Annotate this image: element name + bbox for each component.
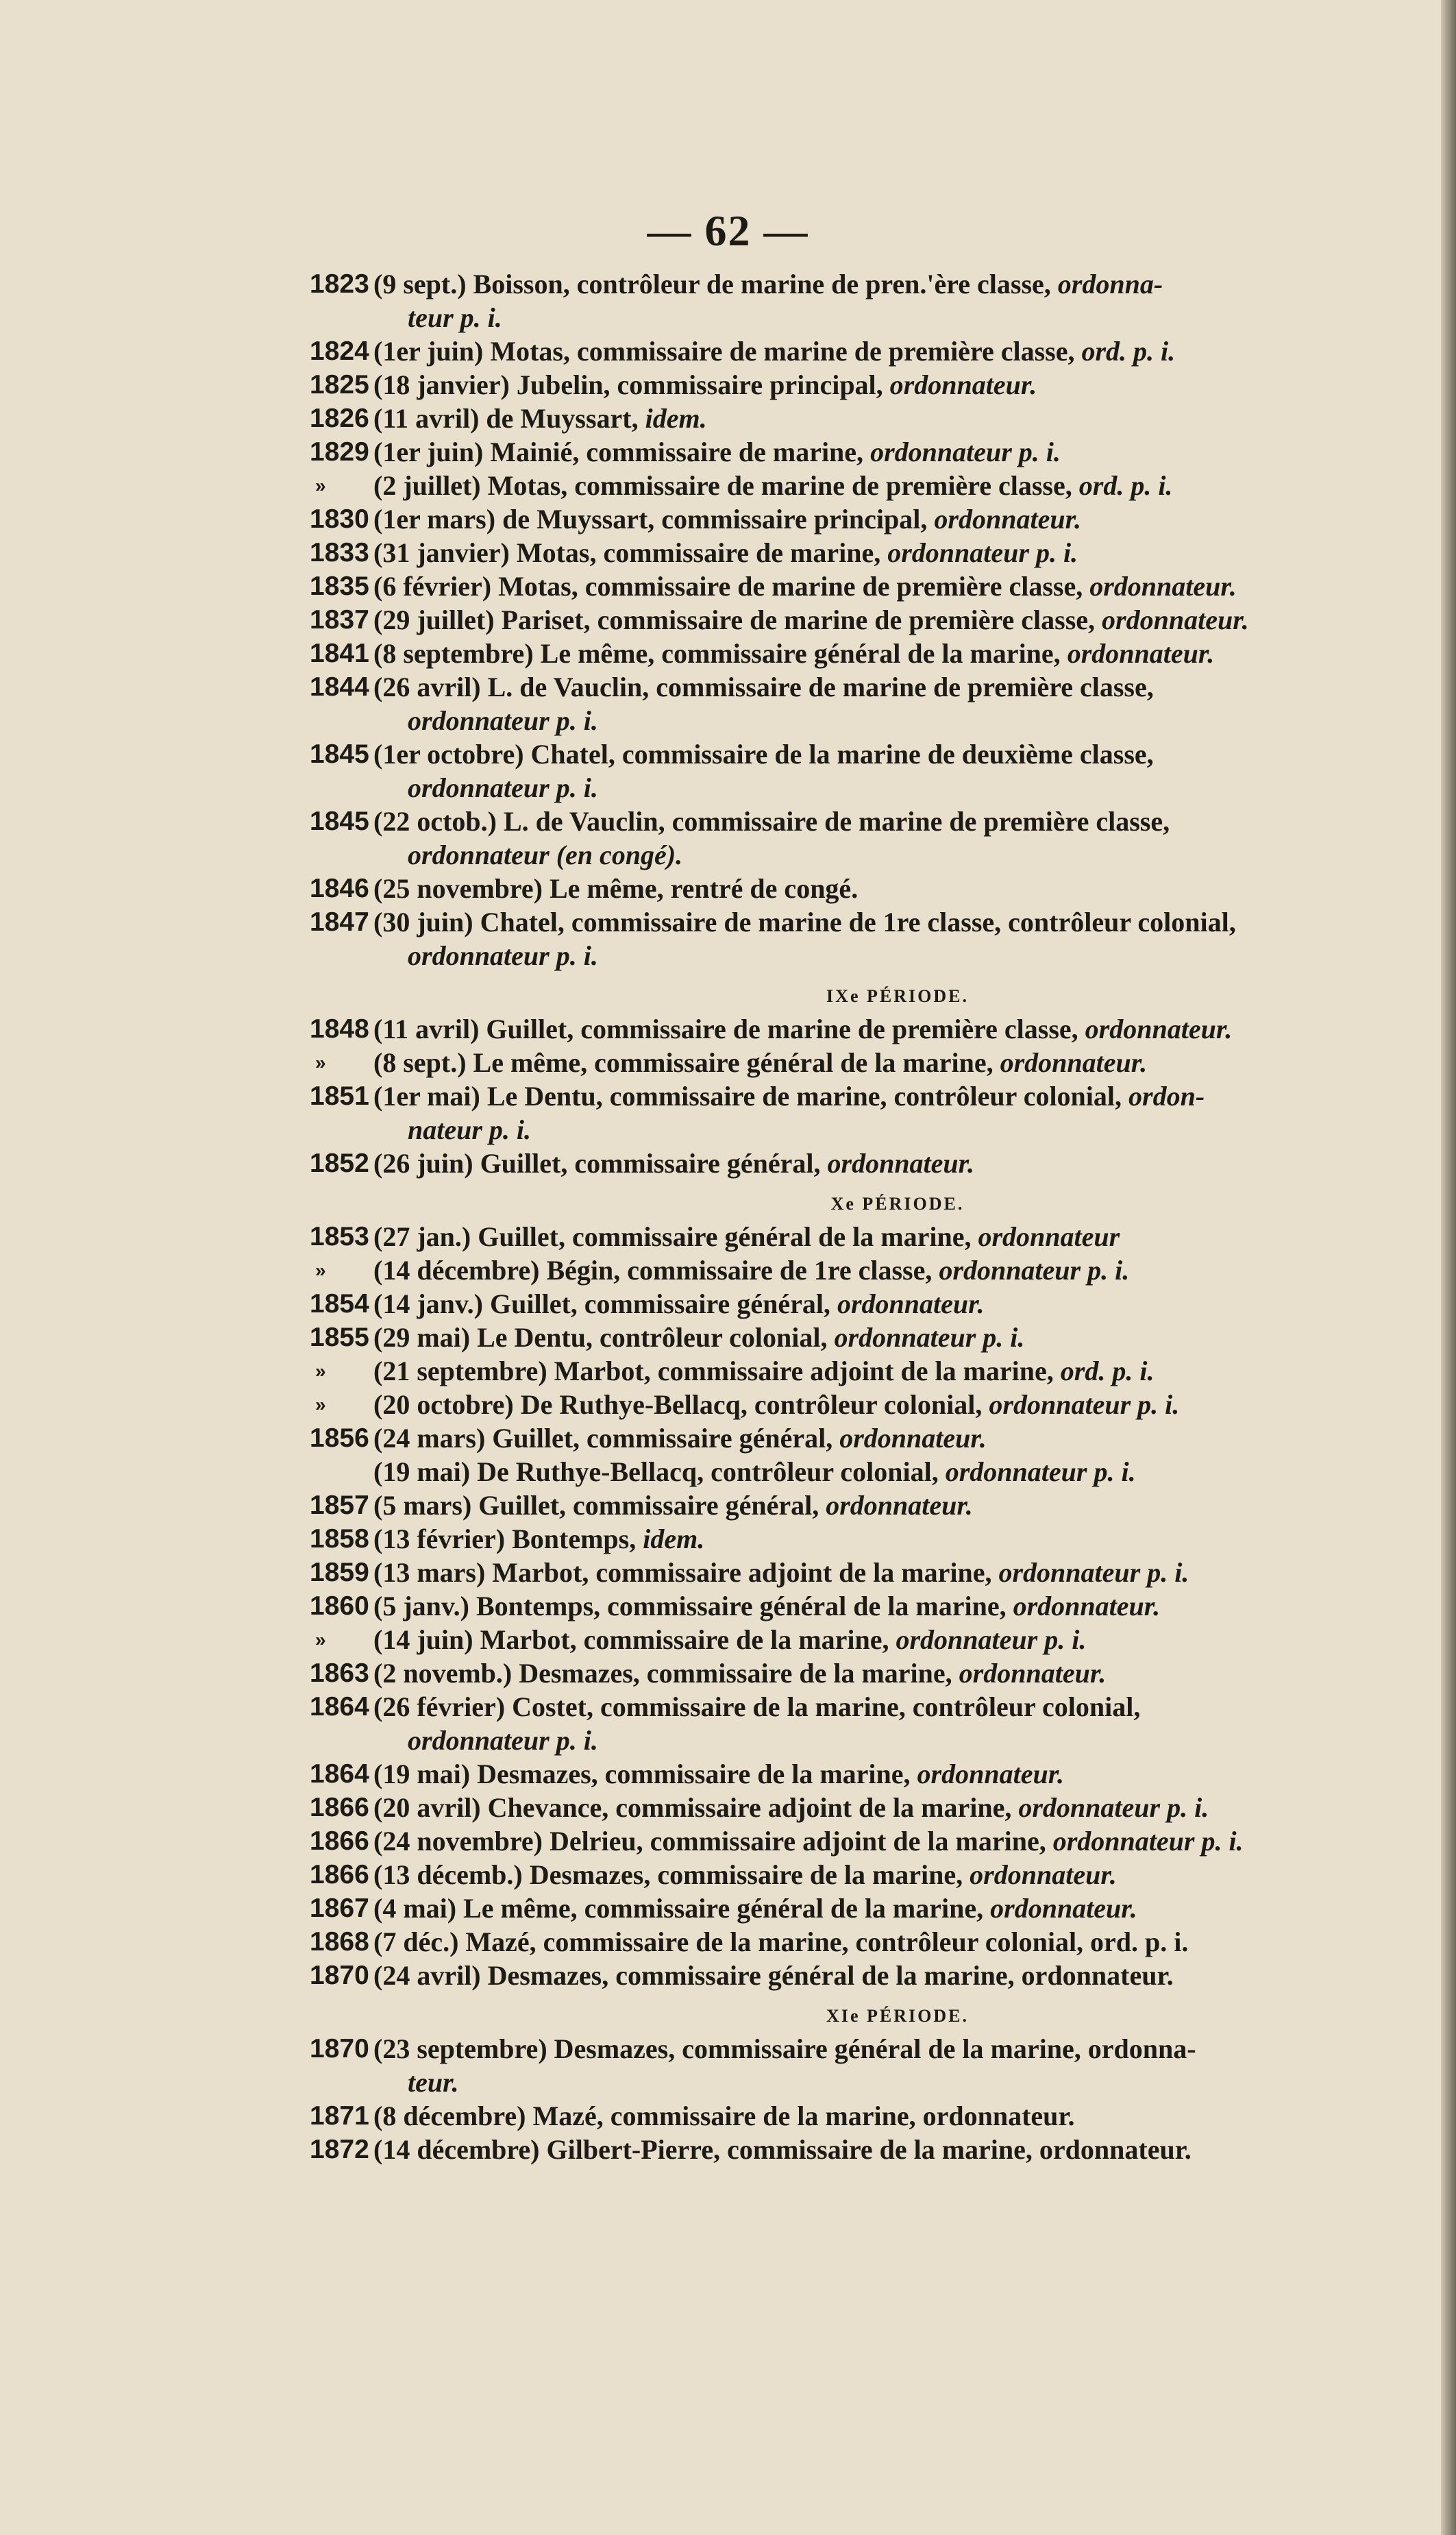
entry-office: ordonnateur p. i. bbox=[989, 1389, 1180, 1420]
entry-row bbox=[315, 469, 1422, 502]
entry-year: 1846 bbox=[310, 874, 369, 903]
entry-office: idem. bbox=[643, 1523, 705, 1554]
entry-office: ordonnateur. bbox=[1085, 1014, 1233, 1044]
entry-year: 1859 bbox=[310, 1558, 369, 1587]
entry-text: (18 janvier) Jubelin, commissaire principal, bbox=[373, 369, 883, 400]
entry-year: » bbox=[315, 475, 326, 496]
entry-year: 1837 bbox=[310, 605, 369, 635]
entry-office: ordon- bbox=[1128, 1081, 1205, 1112]
entry-text: (26 avril) L. de Vauclin, commissaire de marine de première classe, bbox=[373, 672, 1154, 702]
entries-list bbox=[310, 267, 1422, 2166]
entry-office: ordonnateur. bbox=[934, 504, 1081, 535]
entry-office: ordonnateur p. i. bbox=[945, 1456, 1136, 1487]
entry-row bbox=[310, 2099, 1422, 2133]
entry-row bbox=[310, 1891, 1422, 1925]
entry-year: 1868 bbox=[310, 1927, 369, 1957]
entry-text: (22 octob.) L. de Vauclin, commissaire de marine de première classe, bbox=[373, 806, 1170, 837]
entry-office: ordonnateur p. i. bbox=[939, 1255, 1130, 1286]
entry-year: » bbox=[315, 1052, 326, 1073]
entry-text: (31 janvier) Motas, commissaire de marine, bbox=[373, 537, 881, 568]
period-heading-x: Xe PÉRIODE. bbox=[830, 1194, 965, 1214]
entry-row bbox=[315, 1253, 1422, 1287]
period-heading-ix: IXe PÉRIODE. bbox=[826, 986, 969, 1006]
entry-row bbox=[310, 1079, 1422, 1147]
group-ix bbox=[310, 1012, 1422, 1180]
entry-row bbox=[310, 1287, 1422, 1321]
entry-office: ordonnateur p. i. bbox=[834, 1322, 1025, 1353]
entry-row bbox=[310, 1522, 1422, 1556]
entry-office: ordonnateur. bbox=[990, 1893, 1137, 1924]
entry-row bbox=[315, 1388, 1422, 1421]
entry-office: ord. p. i. bbox=[1078, 470, 1173, 501]
entry-year: 1866 bbox=[310, 1826, 369, 1856]
group-xi bbox=[310, 2032, 1422, 2166]
entry-text: (8 décembre) Mazé, commissaire de la marine, ordonnateur. bbox=[373, 2101, 1075, 2131]
entry-row bbox=[310, 1791, 1422, 1824]
entry-year: 1866 bbox=[310, 1793, 369, 1822]
entry-office: ordonnateur p. i. bbox=[887, 537, 1078, 568]
entry-year: 1852 bbox=[310, 1149, 369, 1178]
entry-row bbox=[310, 1589, 1422, 1623]
entry-continuation: ordonnateur p. i. bbox=[408, 1725, 598, 1756]
entry-year: 1864 bbox=[310, 1759, 369, 1789]
entry-office: ord. p. i. bbox=[1060, 1356, 1155, 1386]
entry-text: (1er juin) Motas, commissaire de marine de première classe, bbox=[373, 336, 1075, 367]
period-heading-xi: XIe PÉRIODE. bbox=[826, 2006, 969, 2026]
entry-office: ordonnateur. bbox=[1013, 1591, 1161, 1621]
entry-row bbox=[315, 1623, 1422, 1656]
entry-year: 1871 bbox=[310, 2101, 369, 2131]
entry-text: (20 avril) Chevance, commissaire adjoint de la marine, bbox=[373, 1792, 1012, 1823]
entry-year: 1830 bbox=[310, 504, 369, 534]
entry-row bbox=[310, 670, 1422, 737]
entry-row bbox=[310, 1489, 1422, 1522]
entry-text: (26 juin) Guillet, commissaire général, bbox=[373, 1148, 821, 1179]
entry-office: ordonnateur. bbox=[826, 1490, 973, 1521]
entry-year: 1853 bbox=[310, 1222, 369, 1251]
entry-text: (13 mars) Marbot, commissaire adjoint de la marine, bbox=[373, 1557, 992, 1588]
entry-text: (23 septembre) Desmazes, commissaire général de la marine, ordonna- bbox=[373, 2033, 1196, 2064]
entry-year: » bbox=[315, 1394, 326, 1415]
entry-text: (11 avril) de Muyssart, bbox=[373, 403, 639, 434]
entry-text: (8 septembre) Le même, commissaire général de la marine, bbox=[373, 638, 1061, 669]
entry-text: (2 novemb.) Desmazes, commissaire de la marine, bbox=[373, 1658, 952, 1689]
entry-year: 1823 bbox=[310, 269, 369, 299]
entry-text: (1er juin) Mainié, commissaire de marine, bbox=[373, 437, 864, 467]
entry-row bbox=[310, 536, 1422, 570]
entry-year: 1841 bbox=[310, 639, 369, 668]
entry-continuation: teur p. i. bbox=[408, 302, 502, 333]
entry-row bbox=[310, 1757, 1422, 1791]
entry-office: ordonnateur. bbox=[1102, 604, 1249, 635]
entry-year: 1829 bbox=[310, 437, 369, 467]
entry-row bbox=[310, 2032, 1422, 2099]
entry-year: 1855 bbox=[310, 1323, 369, 1352]
entry-text: (9 sept.) Boisson, contrôleur de marine de pren.'ère classe, bbox=[373, 269, 1051, 299]
entry-row bbox=[310, 1858, 1422, 1891]
entry-office: ordonnateur. bbox=[837, 1288, 985, 1319]
entry-office: ordonnateur p. i. bbox=[998, 1557, 1189, 1588]
entry-year: 1864 bbox=[310, 1692, 369, 1722]
entry-row bbox=[310, 1959, 1422, 1992]
entry-row bbox=[310, 603, 1422, 637]
entry-year: 1845 bbox=[310, 739, 369, 769]
entry-office: ord. p. i. bbox=[1081, 336, 1176, 367]
entry-year: 1858 bbox=[310, 1524, 369, 1554]
entry-text: (5 mars) Guillet, commissaire général, bbox=[373, 1490, 819, 1521]
entry-office: ordonnateur p. i. bbox=[870, 437, 1061, 467]
entry-text: (24 novembre) Delrieu, commissaire adjoint de la marine, bbox=[373, 1826, 1046, 1857]
entry-row bbox=[310, 1690, 1422, 1757]
entry-text: (14 décembre) Bégin, commissaire de 1re classe, bbox=[373, 1255, 933, 1286]
entry-row bbox=[310, 1012, 1422, 1046]
entry-text: (6 février) Motas, commissaire de marine de première classe, bbox=[373, 571, 1083, 602]
entry-office: ordonnateur. bbox=[959, 1658, 1107, 1689]
entry-row bbox=[315, 1046, 1422, 1079]
entry-continuation: ordonnateur (en congé). bbox=[408, 840, 683, 870]
entry-year: 1845 bbox=[310, 807, 369, 836]
entry-text: (14 décembre) Gilbert-Pierre, commissaire de la marine, ordonnateur. bbox=[373, 2134, 1192, 2165]
entry-text: (1er octobre) Chatel, commissaire de la marine de deuxième classe, bbox=[373, 739, 1154, 770]
entry-text: (13 février) Bontemps, bbox=[373, 1523, 637, 1554]
entry-year: 1870 bbox=[310, 2034, 369, 2063]
entry-row bbox=[310, 2133, 1422, 2166]
entry-office: ordonnateur. bbox=[889, 369, 1037, 400]
entry-text: (25 novembre) Le même, rentré de congé. bbox=[373, 873, 859, 904]
entry-row bbox=[310, 570, 1422, 603]
entry-year: 1870 bbox=[310, 1961, 369, 1990]
entry-year: 1867 bbox=[310, 1894, 369, 1923]
entry-year: » bbox=[315, 1260, 326, 1281]
entry-text: (5 janv.) Bontemps, commissaire général de la marine, bbox=[373, 1591, 1007, 1621]
entry-continuation: nateur p. i. bbox=[408, 1114, 532, 1145]
entry-continuation: ordonnateur p. i. bbox=[408, 940, 598, 971]
entry-year: 1863 bbox=[310, 1658, 369, 1688]
entry-row bbox=[310, 368, 1422, 402]
entry-year: 1872 bbox=[310, 2135, 369, 2164]
entry-row bbox=[310, 1147, 1422, 1180]
entry-continuation: ordonnateur p. i. bbox=[408, 772, 598, 803]
entry-office: ordonnateur. bbox=[827, 1148, 975, 1179]
entry-year: 1860 bbox=[310, 1591, 369, 1621]
entry-text: (24 mars) Guillet, commissaire général, bbox=[373, 1423, 833, 1454]
page-edge bbox=[1441, 0, 1456, 2535]
entry-text: (26 février) Costet, commissaire de la marine, contrôleur colonial, bbox=[373, 1691, 1141, 1722]
entry-year: 1854 bbox=[310, 1289, 369, 1319]
entry-row bbox=[310, 905, 1422, 972]
entry-year: 1844 bbox=[310, 672, 369, 702]
entry-text: (13 décemb.) Desmazes, commissaire de la marine, bbox=[373, 1859, 963, 1890]
entry-text: (7 déc.) Mazé, commissaire de la marine, contrôleur colonial, ord. p. i. bbox=[373, 1926, 1189, 1957]
entry-office: ordonnateur p. i. bbox=[1018, 1792, 1209, 1823]
entry-row bbox=[310, 1824, 1422, 1858]
entry-row bbox=[310, 402, 1422, 435]
entry-row bbox=[310, 1925, 1422, 1959]
entry-office: idem. bbox=[645, 403, 707, 434]
entry-office: ordonnateur. bbox=[917, 1759, 1065, 1789]
entry-year: 1825 bbox=[310, 370, 369, 400]
entry-year: 1847 bbox=[310, 907, 369, 937]
entry-year: 1835 bbox=[310, 572, 369, 601]
entry-text: (24 avril) Desmazes, commissaire général de la marine, ordonnateur. bbox=[373, 1960, 1174, 1991]
entry-row bbox=[310, 1556, 1422, 1589]
entry-year: 1848 bbox=[310, 1014, 369, 1044]
entry-text: (20 octobre) De Ruthye-Bellacq, contrôleur colonial, bbox=[373, 1389, 983, 1420]
entry-text: (14 juin) Marbot, commissaire de la marine, bbox=[373, 1624, 889, 1655]
entry-continuation: teur. bbox=[408, 2067, 459, 2098]
entry-year: 1857 bbox=[310, 1491, 369, 1520]
entry-text: (8 sept.) Le même, commissaire général de la marine, bbox=[373, 1047, 994, 1078]
entry-year: 1826 bbox=[310, 404, 369, 433]
entry-row bbox=[373, 1455, 1422, 1489]
entry-year: 1866 bbox=[310, 1860, 369, 1889]
entry-row bbox=[310, 502, 1422, 536]
group-main bbox=[310, 267, 1422, 972]
entry-office: ordonnateur. bbox=[970, 1859, 1117, 1890]
entry-office: ordonna- bbox=[1057, 269, 1163, 299]
entry-text: (30 juin) Chatel, commissaire de marine de 1re classe, contrôleur colonial, bbox=[373, 907, 1236, 938]
entry-text: (1er mai) Le Dentu, commissaire de marine, contrôleur colonial, bbox=[373, 1081, 1122, 1112]
entry-row bbox=[310, 267, 1422, 334]
entry-office: ordonnateur. bbox=[1000, 1047, 1148, 1078]
entry-year: 1824 bbox=[310, 336, 369, 366]
group-x bbox=[310, 1220, 1422, 1992]
entry-row bbox=[310, 637, 1422, 670]
entry-row bbox=[310, 1656, 1422, 1690]
entry-row bbox=[315, 1354, 1422, 1388]
entry-row bbox=[310, 435, 1422, 469]
entry-row bbox=[310, 334, 1422, 368]
entry-year: 1856 bbox=[310, 1423, 369, 1453]
entry-text: (1er mars) de Muyssart, commissaire principal, bbox=[373, 504, 928, 535]
entry-row bbox=[310, 1321, 1422, 1354]
entry-row bbox=[310, 737, 1422, 805]
entry-year: » bbox=[315, 1629, 326, 1650]
entry-text: (14 janv.) Guillet, commissaire général, bbox=[373, 1288, 830, 1319]
entry-text: (21 septembre) Marbot, commissaire adjoint de la marine, bbox=[373, 1356, 1054, 1386]
entry-office: ordonnateur. bbox=[1089, 571, 1237, 602]
entry-office: ordonnateur. bbox=[839, 1423, 987, 1454]
entry-office: ordonnateur. bbox=[1067, 638, 1215, 669]
entry-continuation: ordonnateur p. i. bbox=[408, 705, 598, 736]
entry-text: (29 juillet) Pariset, commissaire de marine de première classe, bbox=[373, 604, 1096, 635]
page-number: — 62 — bbox=[647, 206, 809, 255]
entry-year: » bbox=[315, 1360, 326, 1382]
entry-row bbox=[310, 1421, 1422, 1455]
entry-text: (4 mai) Le même, commissaire général de la marine, bbox=[373, 1893, 984, 1924]
entry-office: ordonnateur p. i. bbox=[896, 1624, 1087, 1655]
entry-year: 1851 bbox=[310, 1081, 369, 1111]
entry-year: 1833 bbox=[310, 538, 369, 567]
entry-row bbox=[310, 872, 1422, 905]
entry-text: (11 avril) Guillet, commissaire de marine de première classe, bbox=[373, 1014, 1078, 1044]
entry-text: (2 juillet) Motas, commissaire de marine de première classe, bbox=[373, 470, 1072, 501]
entry-row bbox=[310, 1220, 1422, 1253]
entry-office: ordonnateur bbox=[978, 1221, 1120, 1252]
entry-office: ordonnateur p. i. bbox=[1052, 1826, 1244, 1857]
entry-text: (27 jan.) Guillet, commissaire général de la marine, bbox=[373, 1221, 972, 1252]
entry-text: (29 mai) Le Dentu, contrôleur colonial, bbox=[373, 1322, 828, 1353]
entry-text: (19 mai) Desmazes, commissaire de la marine, bbox=[373, 1759, 911, 1789]
entry-text: (19 mai) De Ruthye-Bellacq, contrôleur colonial, bbox=[373, 1456, 939, 1487]
entry-row bbox=[310, 805, 1422, 872]
